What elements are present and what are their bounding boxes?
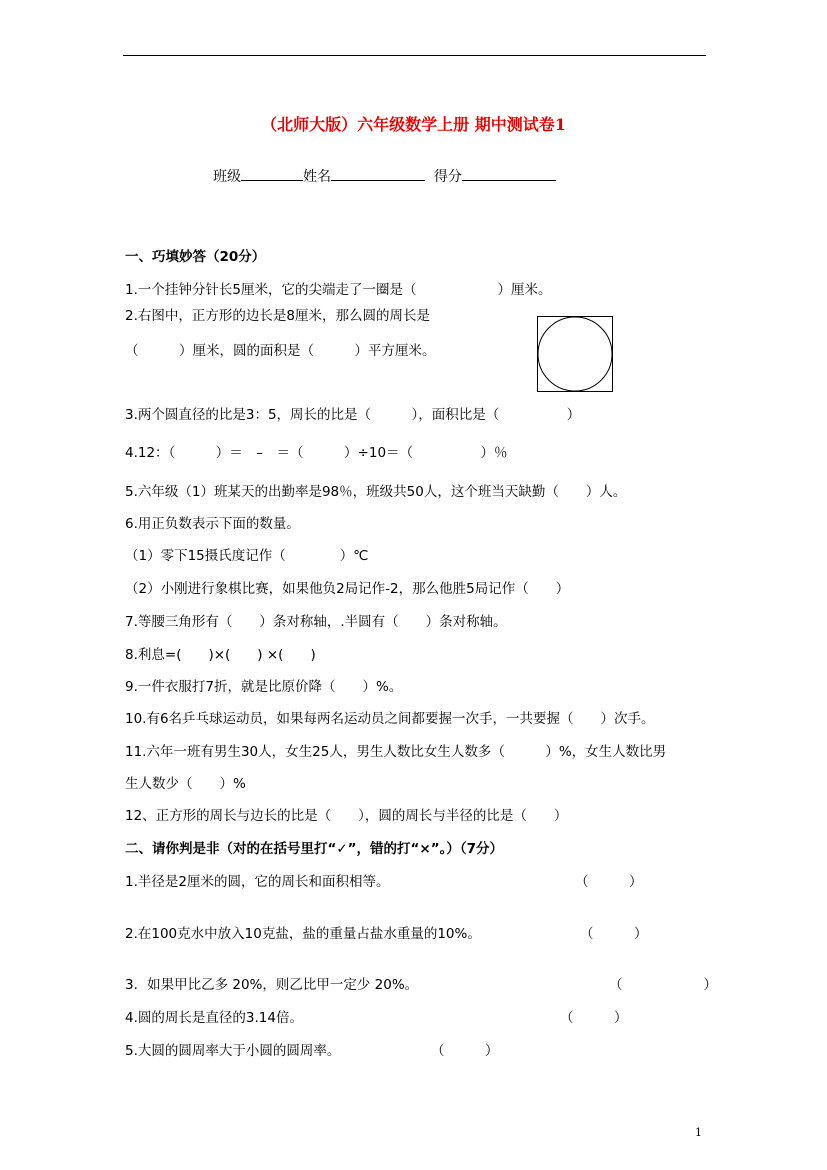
answer-paren-2-5[interactable]: （ ）: [431, 1043, 499, 1059]
question-2-4: 4.圆的周长是直径的3.14倍。: [125, 1010, 303, 1026]
question-2-1: 1.半径是2厘米的圆，它的周长和面积相等。: [125, 874, 390, 890]
name-label: 姓名: [303, 169, 331, 185]
question-1-5: 5.六年级（1）班某天的出勤率是98％，班级共50人，这个班当天缺勤（ ）人。: [125, 484, 627, 500]
score-label: 得分: [433, 169, 462, 185]
class-blank[interactable]: [241, 166, 303, 181]
question-2-5: 5.大圆的圆周率大于小圆的圆周率。: [125, 1043, 341, 1059]
header-rule: [123, 55, 706, 56]
question-1-6: 6.用正负数表示下面的数量。: [125, 516, 300, 532]
student-info-row: [213, 166, 556, 186]
class-label: 班级: [213, 169, 241, 185]
name-blank[interactable]: [331, 166, 425, 181]
question-1-2b: （ ）厘米，圆的面积是（ ）平方厘米。: [125, 343, 436, 359]
question-1-8: 8.利息=( )×( ) ×( ): [125, 647, 316, 663]
question-1-12: 12、正方形的周长与边长的比是（ ），圆的周长与半径的比是（ ）: [125, 808, 568, 824]
page-number: 1: [695, 1126, 702, 1139]
answer-paren-2-4[interactable]: （ ）: [560, 1010, 628, 1026]
inscribed-circle-shape: [538, 317, 612, 391]
square-circle-figure: [537, 316, 613, 392]
question-1-9: 9.一件衣服打7折，就是比原价降（ ）%。: [125, 679, 403, 695]
question-1-6-1: （1）零下15摄氏度记作（ ）℃: [125, 548, 369, 564]
question-2-3: 3．如果甲比乙多 20%，则乙比甲一定少 20%。: [125, 977, 419, 993]
answer-paren-2-2[interactable]: （ ）: [580, 926, 648, 942]
answer-paren-2-1[interactable]: （ ）: [575, 874, 643, 890]
question-1-4: 4.12：（ ）＝ – ＝（ ）÷10＝（ ）％: [125, 445, 508, 461]
question-1-6-2: （2）小刚进行象棋比赛，如果他负2局记作-2，那么他胜5局记作（ ）: [125, 581, 570, 597]
question-1-7: 7.等腰三角形有（ ）条对称轴，.半圆有（ ）条对称轴。: [125, 614, 507, 630]
score-blank[interactable]: [462, 166, 556, 181]
question-1-3: 3.两个圆直径的比是3：5，周长的比是（ ），面积比是（ ）: [125, 407, 581, 423]
question-1-11a: 11.六年一班有男生30人，女生25人，男生人数比女生人数多（ ）%，女生人数比男: [125, 744, 667, 760]
question-1-2a: 2.右图中，正方形的边长是8厘米，那么圆的周长是: [125, 308, 430, 324]
section2-heading: 二、请你判是非（对的在括号里打“✓”，错的打“×”。）（7分）: [125, 841, 504, 857]
page-title: （北师大版）六年级数学上册 期中测试卷1: [261, 115, 566, 134]
section1-heading: 一、巧填妙答（20分）: [125, 249, 266, 265]
question-1-10: 10.有6名乒乓球运动员，如果每两名运动员之间都要握一次手，一共要握（ ）次手。: [125, 711, 655, 727]
question-1-1: 1.一个挂钟分针长5厘米，它的尖端走了一圈是（ ）厘米。: [125, 282, 552, 298]
answer-paren-2-3[interactable]: （ ）: [609, 977, 717, 993]
question-2-2: 2.在100克水中放入10克盐，盐的重量占盐水重量的10%。: [125, 926, 481, 942]
question-1-11b: 生人数少（ ）%: [125, 776, 246, 792]
